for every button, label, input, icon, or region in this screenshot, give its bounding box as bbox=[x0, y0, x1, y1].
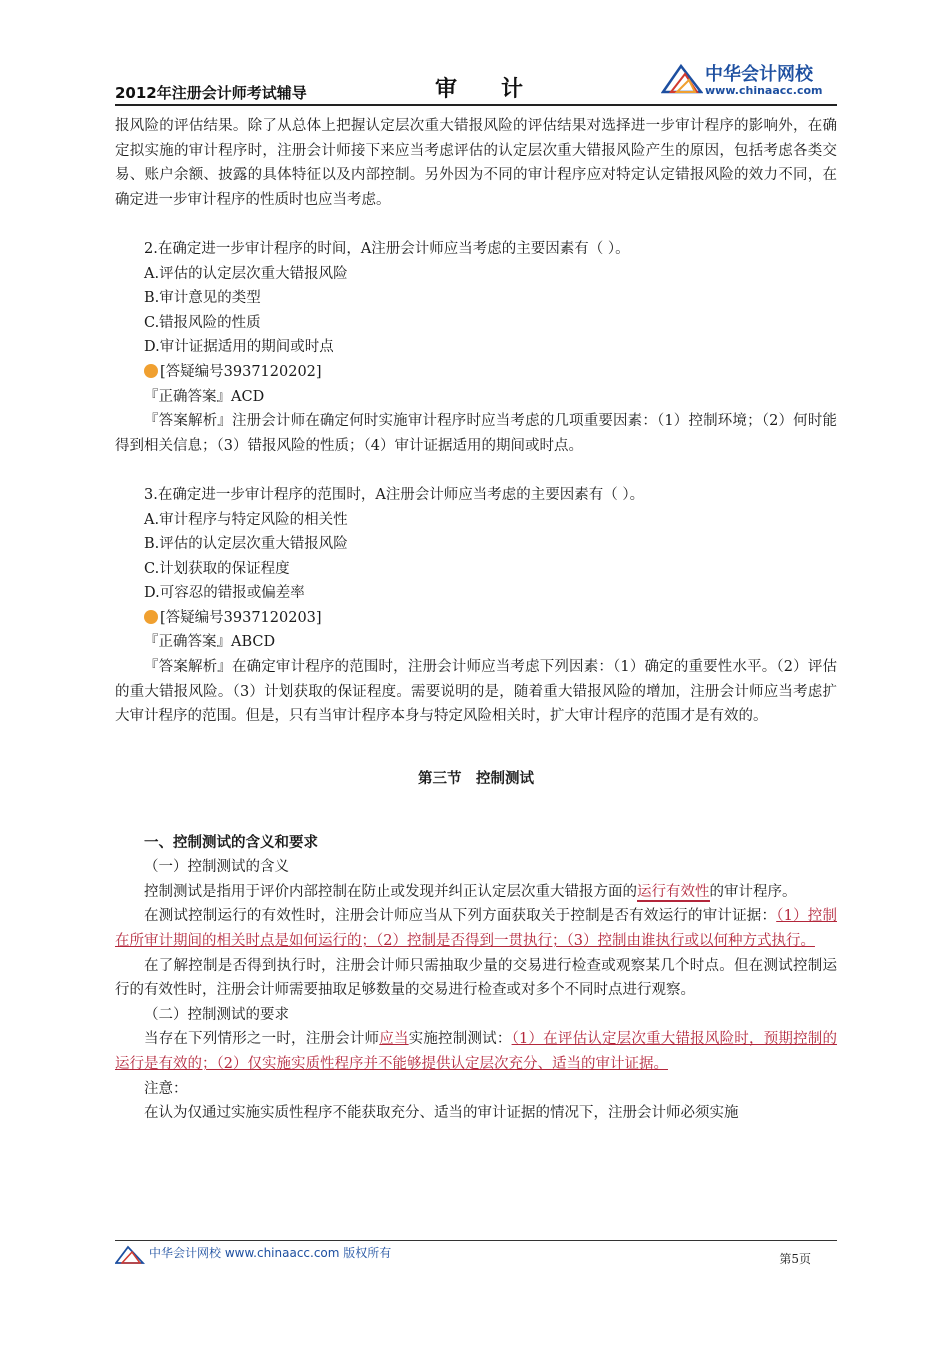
paragraph-5: 在认为仅通过实施实质性程序不能获取充分、适当的审计证据的情况下，注册会计师必须实施 bbox=[144, 1105, 739, 1122]
heading-1: 一、控制测试的含义和要求 bbox=[144, 834, 318, 851]
logo-name: 中华会计网校 bbox=[705, 64, 813, 85]
question-2-answer: 『正确答案』ACD bbox=[144, 388, 265, 405]
page-body bbox=[115, 114, 837, 1126]
footer-divider bbox=[115, 1240, 837, 1241]
intro-paragraph: 报风险的评估结果。除了从总体上把握认定层次重大错报风险的评估结果对选择进一步审计程序的影响外，在确定拟实施的审计程序时，注册会计师接下来应当考虑评估的认定层次重大错报风险产生的原因，包括考虑各类交易、账户余额、披露的具体特征以及内部控制。另外因为不同的审计程序应对特定认定错报风险的效力不同，在确定进一步审计程序的性质时也应当考虑。 bbox=[115, 118, 837, 208]
header-course-title: 2012年注册会计师考试辅导 bbox=[115, 84, 307, 102]
site-logo[interactable] bbox=[661, 58, 837, 98]
page-footer bbox=[115, 1244, 837, 1268]
question-2-stem: 2.在确定进一步审计程序的时间，A注册会计师应当考虑的主要因素有（ ）。 bbox=[144, 240, 630, 257]
question-2-option-c: C.错报风险的性质 bbox=[144, 314, 261, 331]
highlight-effectiveness: 运行有效性 bbox=[637, 883, 710, 900]
question-2-option-d: D.审计证据适用的期间或时点 bbox=[144, 339, 334, 356]
triangle-logo-icon bbox=[661, 62, 703, 94]
note-label: 注意： bbox=[144, 1080, 188, 1097]
page-header bbox=[115, 58, 837, 104]
question-2-analysis: 『答案解析』注册会计师在确定何时实施审计程序时应当考虑的几项重要因素：（1）控制环境；（2）何时能得到相关信息；（3）错报风险的性质；（4）审计证据适用的期间或时点。 bbox=[115, 413, 837, 454]
subheading-1: （一）控制测试的含义 bbox=[144, 859, 289, 876]
question-3-option-c: C.计划获取的保证程度 bbox=[144, 560, 290, 577]
question-3-answer: 『正确答案』ABCD bbox=[144, 634, 276, 651]
question-3-option-a: A.审计程序与特定风险的相关性 bbox=[144, 511, 348, 528]
question-mark-icon bbox=[144, 610, 158, 624]
triangle-logo-icon bbox=[115, 1244, 145, 1264]
page-number: 第5页 bbox=[779, 1252, 811, 1266]
footer-copyright[interactable]: 中华会计网校 www.chinaacc.com 版权所有 bbox=[149, 1244, 391, 1261]
paragraph-2: 在测试控制运行的有效性时，注册会计师应当从下列方面获取关于控制是否有效运行的审计证据：（1）控制在所审计期间的相关时点是如何运行的；（2）控制是否得到一贯执行；（3）控制由谁执行或以何种方式执行。 bbox=[115, 908, 837, 949]
question-2-option-a: A.评估的认定层次重大错报风险 bbox=[144, 265, 348, 282]
header-subject: 审计 bbox=[435, 77, 568, 102]
paragraph-4: 当存在下列情形之一时，注册会计师应当实施控制测试：（1）在评估认定层次重大错报风险时，预期控制的运行是有效的；（2）仅实施实质性程序并不能够提供认定层次充分、适当的审计证据。 bbox=[115, 1031, 838, 1072]
subheading-2: （二）控制测试的要求 bbox=[144, 1006, 289, 1023]
question-2-qa-id[interactable]: [答疑编号3937120202] bbox=[115, 360, 837, 385]
highlight-should: 应当 bbox=[379, 1031, 409, 1048]
question-3-stem: 3.在确定进一步审计程序的范围时，A注册会计师应当考虑的主要因素有（ ）。 bbox=[144, 486, 645, 503]
question-3-option-b: B.评估的认定层次重大错报风险 bbox=[144, 536, 348, 553]
question-3-option-d: D.可容忍的错报或偏差率 bbox=[144, 585, 305, 602]
header-divider bbox=[115, 104, 837, 106]
paragraph-1: 控制测试是指用于评价内部控制在防止或发现并纠正认定层次重大错报方面的运行有效性的审计程序。 bbox=[144, 883, 797, 900]
question-3-qa-id[interactable]: [答疑编号3937120203] bbox=[115, 606, 837, 631]
highlight-conditions: （1）在评估认定层次重大错报风险时，预期控制的运行是有效的；（2）仅实施实质性程序并不能够提供认定层次充分、适当的审计证据。 bbox=[115, 1031, 838, 1072]
question-3-analysis: 『答案解析』在确定审计程序的范围时，注册会计师应当考虑下列因素：（1）确定的重要性水平。（2）评估的重大错报风险。（3）计划获取的保证程度。需要说明的是，随着重大错报风险的增加，注册会计师应当考虑扩大审计程序的范围。但是，只有当审计程序本身与特定风险相关时，扩大审计程序的范围才是有效的。 bbox=[115, 659, 837, 725]
section-title: 第三节 控制测试 bbox=[418, 771, 534, 788]
paragraph-3: 在了解控制是否得到执行时，注册会计师只需抽取少量的交易进行检查或观察某几个时点。但在测试控制运行的有效性时，注册会计师需要抽取足够数量的交易进行检查或对多个不同时点进行观察。 bbox=[115, 957, 837, 999]
question-mark-icon bbox=[144, 364, 158, 378]
logo-url: www.chinaacc.com bbox=[705, 84, 823, 97]
highlight-evidence-aspects: （1）控制在所审计期间的相关时点是如何运行的；（2）控制是否得到一贯执行；（3）控制由谁执行或以何种方式执行。 bbox=[115, 908, 837, 949]
question-2-option-b: B.审计意见的类型 bbox=[144, 290, 261, 307]
